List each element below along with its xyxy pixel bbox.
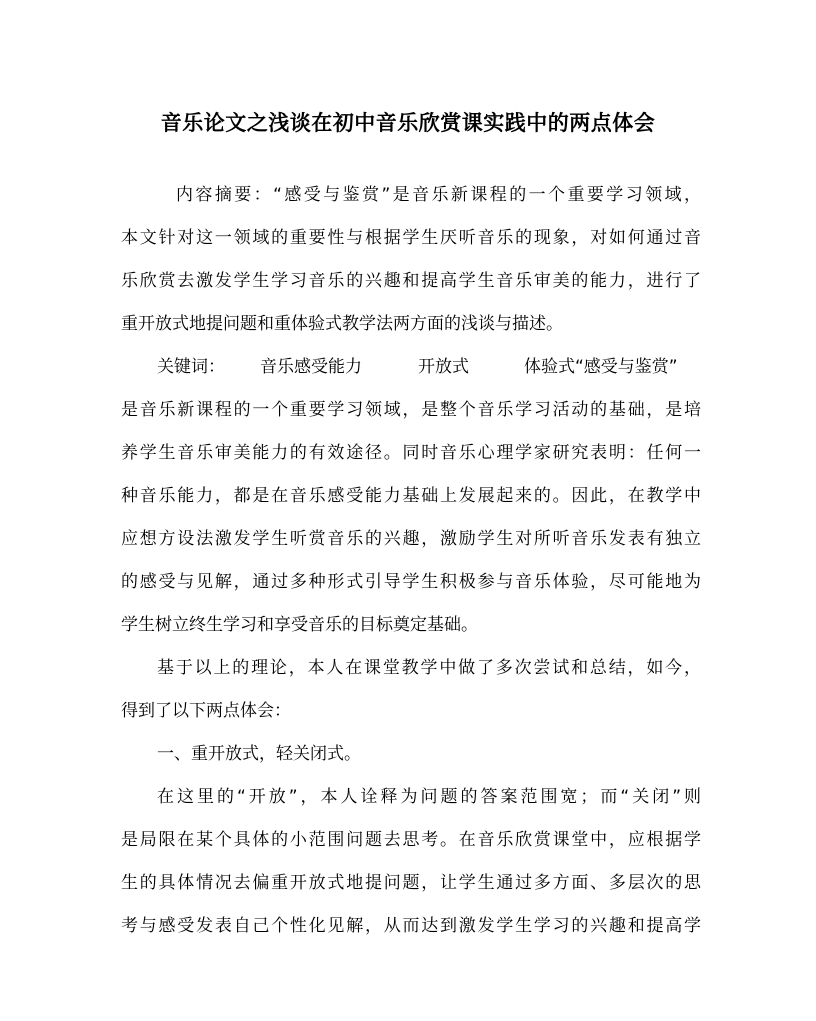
- body-line-5: 的感受与见解，通过多种形式引导学生积极参与音乐体验，尽可能地为: [121, 572, 701, 592]
- body-line-4: 应想方设法激发学生听赏音乐的兴趣，激励学生对所听音乐发表有独立: [121, 529, 701, 549]
- body-line-9: 在这里的“开放”，本人诠释为问题的答案范围宽；而“关闭”则: [157, 787, 701, 807]
- body-line-7: 基于以上的理论，本人在课堂教学中做了多次尝试和总结，如今，: [157, 658, 701, 678]
- abstract-line-3: 乐欣赏去激发学生学习音乐的兴趣和提高学生音乐审美的能力，进行了: [121, 271, 701, 291]
- body-line-12: 考与感受发表自己个性化见解，从而达到激发学生学习的兴趣和提高学: [121, 916, 701, 936]
- keyword-3: 体验式“感受与鉴赏”: [524, 357, 678, 377]
- page-title: 音乐论文之浅谈在初中音乐欣赏课实践中的两点体会: [160, 110, 656, 135]
- body-line-1: 是音乐新课程的一个重要学习领域，是整个音乐学习活动的基础，是培: [121, 400, 701, 420]
- keywords-label: 关键词：: [157, 357, 225, 377]
- abstract-line-2: 本文针对这一领域的重要性与根据学生厌听音乐的现象，对如何通过音: [121, 228, 701, 248]
- body-line-3: 种音乐能力，都是在音乐感受能力基础上发展起来的。因此，在教学中: [121, 486, 701, 506]
- body-line-11: 生的具体情况去偏重开放式地提问题，让学生通过多方面、多层次的思: [121, 873, 701, 893]
- keyword-1: 音乐感受能力: [260, 357, 362, 377]
- keywords-line: [157, 355, 701, 379]
- abstract-line-4: 重开放式地提问题和重体验式教学法两方面的浅谈与描述。: [121, 314, 563, 334]
- body-line-10: 是局限在某个具体的小范围问题去思考。在音乐欣赏课堂中，应根据学: [121, 830, 701, 850]
- body-line-6: 学生树立终生学习和享受音乐的目标奠定基础。: [121, 615, 478, 635]
- section-heading-1: 一、重开放式，轻关闭式。: [157, 744, 361, 764]
- body-line-8: 得到了以下两点体会：: [121, 701, 291, 721]
- keyword-2: 开放式: [418, 357, 469, 377]
- body-line-2: 养学生音乐审美能力的有效途径。同时音乐心理学家研究表明：任何一: [121, 443, 701, 463]
- abstract-line-1: 内容摘要：“感受与鉴赏”是音乐新课程的一个重要学习领域，: [176, 185, 701, 205]
